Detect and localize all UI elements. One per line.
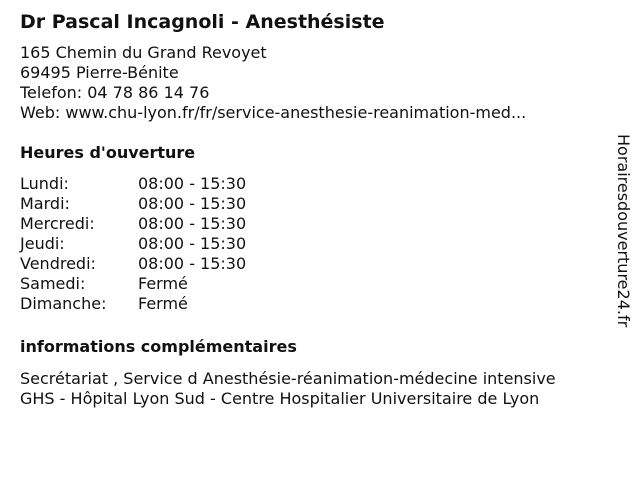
hours-heading: Heures d'ouverture (20, 143, 196, 162)
day-label: Samedi: (20, 274, 86, 293)
day-hours: 08:00 - 15:30 (138, 234, 247, 253)
hours-row-tuesday (20, 194, 610, 214)
page-title: Dr Pascal Incagnoli - Anesthésiste (20, 11, 385, 33)
site-watermark: Horairesdouverture24.fr (614, 134, 633, 328)
business-card (20, 10, 610, 409)
day-hours: Fermé (138, 294, 188, 313)
info-heading: informations complémentaires (20, 337, 297, 356)
info-line: GHS - Hôpital Lyon Sud - Centre Hospitalier Universitaire de Lyon (20, 389, 540, 408)
hours-row-sunday (20, 294, 610, 314)
info-block (20, 369, 610, 409)
day-label: Dimanche: (20, 294, 107, 313)
address-block (20, 43, 610, 123)
day-label: Mercredi: (20, 214, 95, 233)
day-hours: 08:00 - 15:30 (138, 174, 247, 193)
day-label: Lundi: (20, 174, 69, 193)
street-address: 165 Chemin du Grand Revoyet (20, 43, 267, 62)
hours-row-wednesday (20, 214, 610, 234)
city-address: 69495 Pierre-Bénite (20, 63, 179, 82)
day-label: Vendredi: (20, 254, 96, 273)
day-hours: 08:00 - 15:30 (138, 214, 247, 233)
phone-number[interactable]: Telefon: 04 78 86 14 76 (20, 83, 210, 102)
day-hours: Fermé (138, 274, 188, 293)
hours-row-friday (20, 254, 610, 274)
hours-row-monday (20, 174, 610, 194)
website-link[interactable]: Web: www.chu-lyon.fr/fr/service-anesthesie-reanimation-med... (20, 103, 527, 122)
hours-table (20, 174, 610, 314)
day-hours: 08:00 - 15:30 (138, 194, 247, 213)
hours-row-saturday (20, 274, 610, 294)
day-hours: 08:00 - 15:30 (138, 254, 247, 273)
day-label: Jeudi: (20, 234, 65, 253)
info-line: Secrétariat , Service d Anesthésie-réanimation-médecine intensive (20, 369, 556, 388)
day-label: Mardi: (20, 194, 70, 213)
hours-row-thursday (20, 234, 610, 254)
